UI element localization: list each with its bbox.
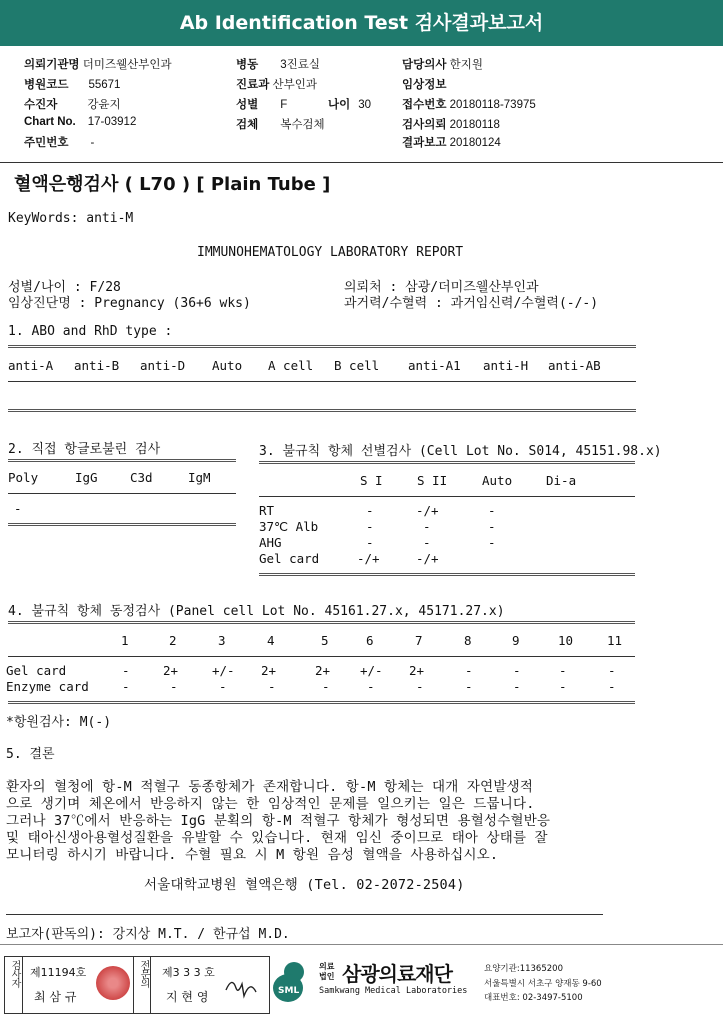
sec4-cell: +/-: [212, 663, 235, 678]
sec1-rule-mid: [8, 381, 636, 382]
tester-license: 제11194호: [30, 966, 87, 979]
sec4-cell: -: [608, 679, 616, 694]
sec1-h-antiA1: anti-A1: [408, 358, 461, 373]
info-doctor: 담당의사 한지원: [402, 59, 483, 71]
svg-text:SML: SML: [278, 986, 300, 996]
info-hospital-code: 병원코드 55671: [24, 79, 121, 91]
org-phone: 대표번호: 02-3497-5100: [484, 993, 583, 1003]
sec4-rule-top: [8, 621, 635, 624]
conclusion-line: 으로 생기며 체온에서 반응하지 않는 한 임상적인 문제를 일으키는 일은 드뭅니다.: [6, 796, 535, 812]
sec1-h-antiAB: anti-AB: [548, 358, 601, 373]
specialist-name: 지 현 영: [166, 990, 209, 1004]
info-ward: 병동 3진료실: [236, 59, 320, 71]
sec2-title: 2. 직접 항글로불린 검사: [8, 442, 161, 457]
sec3-h-s1: S I: [360, 473, 383, 488]
report-title: Ab Identification Test 검사결과보고서: [179, 12, 544, 34]
antigen-test: *항원검사: M(-): [6, 715, 112, 730]
org-address: 서울특별시 서초구 양재동 9-60: [484, 979, 602, 989]
sec4-cell: -: [608, 663, 616, 678]
sec3-rule-mid: [259, 496, 635, 497]
sec4-col-header: 1: [121, 633, 129, 648]
sec1-h-bcell: B cell: [334, 358, 380, 373]
info-clinical: 임상정보: [402, 79, 447, 91]
reporter: 보고자(판독의): 강지상 M.T. / 한규섭 M.D.: [6, 927, 290, 942]
patient-requester: 의뢰처 : 삼광/더미즈웰산부인과: [344, 280, 539, 295]
sec3-h-auto: Auto: [482, 473, 513, 488]
info-chart-no: Chart No. 17-03912: [24, 116, 137, 128]
sec2-h-poly: Poly: [8, 470, 39, 485]
patient-diagnosis: 임상진단명 : Pregnancy (36+6 wks): [8, 296, 251, 311]
conclusion-title: 5. 결론: [6, 747, 55, 762]
conclusion-line: 환자의 혈청에 항-M 적혈구 동종항체가 존재합니다. 항-M 항체는 대개 자연발생적: [6, 779, 534, 795]
sec4-cell: +/-: [360, 663, 383, 678]
contact-line: 서울대학교병원 혈액은행 (Tel. 02-2072-2504): [144, 877, 465, 893]
sec4-cell: -: [465, 663, 473, 678]
sec4-col-header: 11: [607, 633, 623, 648]
seal-stamp: [96, 966, 130, 1000]
info-specimen: 검체 복수검체: [236, 119, 325, 131]
sec3-cell: -: [366, 535, 374, 550]
sec2-rule-bottom: [8, 523, 236, 526]
patient-history: 과거력/수혈력 : 과거임신력/수혈력(-/-): [344, 296, 599, 311]
sec3-row-label: 37℃ Alb: [259, 519, 319, 534]
box-divider: [22, 956, 23, 1014]
sec1-h-antiB: anti-B: [74, 358, 120, 373]
sec4-col-header: 8: [464, 633, 472, 648]
sec4-rule-mid: [8, 656, 635, 657]
divider: [0, 162, 723, 163]
sec3-h-dia: Di-a: [546, 473, 577, 488]
sec4-row-label-gel: Gel card: [6, 663, 67, 678]
sec1-rule-bottom: [8, 409, 636, 412]
sec3-row-label: RT: [259, 503, 275, 518]
sec2-h-c3d: C3d: [130, 470, 153, 485]
info-resident-no: 주민번호 -: [24, 137, 95, 149]
info-request-date: 검사의뢰 20180118: [402, 119, 500, 131]
info-department: 진료과 산부인과: [236, 79, 317, 91]
sec4-cell: -: [465, 679, 473, 694]
sec1-h-antiH: anti-H: [483, 358, 529, 373]
tester-label: 검사자: [9, 960, 20, 987]
conclusion-line: 및 태아신생아용혈성질환을 유발할 수 있습니다. 현재 임신 중이므로 태아 상태를 잘: [6, 830, 548, 846]
sec4-cell: -: [559, 679, 567, 694]
sec4-cell: -: [416, 679, 424, 694]
sec3-h-s2: S II: [417, 473, 448, 488]
sec4-col-header: 4: [267, 633, 275, 648]
info-sex: 성별 F: [236, 99, 288, 111]
sec4-cell: 2+: [315, 663, 331, 678]
sec3-cell: -: [488, 535, 496, 550]
sec4-cell: 2+: [409, 663, 425, 678]
sec1-title: 1. ABO and RhD type :: [8, 324, 173, 339]
lab-report-title: IMMUNOHEMATOLOGY LABORATORY REPORT: [197, 245, 464, 260]
sec3-rule-top: [259, 461, 635, 464]
sec4-col-header: 7: [415, 633, 423, 648]
org-english: Samkwang Medical Laboratories: [319, 986, 468, 996]
sec4-cell: -: [122, 663, 130, 678]
sec4-cell: -: [170, 679, 178, 694]
sec1-rule-top: [8, 345, 636, 348]
signature-mark: [222, 972, 260, 1000]
sec4-col-header: 2: [169, 633, 177, 648]
sec3-row-label: Gel card: [259, 551, 320, 566]
sec2-rule-top: [8, 459, 236, 462]
sec4-cell: -: [367, 679, 375, 694]
sec3-cell: -: [366, 519, 374, 534]
sml-logo-icon: [272, 958, 318, 1006]
patient-sex-age: 성별/나이 : F/28: [8, 280, 121, 295]
sec3-row-label: AHG: [259, 535, 282, 550]
sec2-poly-value: -: [14, 501, 22, 516]
sec3-title: 3. 불규칙 항체 선별검사 (Cell Lot No. S014, 45151.98.x): [259, 444, 662, 459]
keywords: KeyWords: anti-M: [8, 211, 134, 226]
sec3-cell: -: [488, 503, 496, 518]
sec4-cell: -: [513, 679, 521, 694]
sec4-cell: 2+: [261, 663, 277, 678]
org-name: 삼광의료재단: [342, 962, 452, 986]
info-report-date: 결과보고 20180124: [402, 137, 501, 149]
info-patient: 수진자 강윤지: [24, 99, 121, 111]
sec4-col-header: 10: [558, 633, 574, 648]
sec4-row-label-enzyme: Enzyme card: [6, 679, 89, 694]
sec2-h-igm: IgM: [188, 470, 211, 485]
sec4-title: 4. 불규칙 항체 동정검사 (Panel cell Lot No. 45161.27.x, 45171.27.x): [8, 604, 505, 619]
sec4-cell: -: [559, 663, 567, 678]
sec4-col-header: 5: [321, 633, 329, 648]
sec3-cell: -/+: [357, 551, 380, 566]
sec4-cell: -: [219, 679, 227, 694]
info-age: 나이 30: [328, 99, 372, 111]
conclusion-line: 그러나 37℃에서 반응하는 IgG 분획의 항-M 적혈구 항체가 형성되면 용혈성수혈반응: [6, 813, 551, 829]
sec1-h-acell: A cell: [268, 358, 314, 373]
sec3-cell: -: [366, 503, 374, 518]
sec4-col-header: 3: [218, 633, 226, 648]
footer-divider: [0, 944, 723, 945]
sec4-cell: -: [122, 679, 130, 694]
org-type: 의료 법인: [319, 962, 335, 981]
sec4-cell: -: [513, 663, 521, 678]
exam-title: 혈액은행검사 ( L70 ) [ Plain Tube ]: [14, 174, 331, 195]
sec3-rule-bottom: [259, 573, 635, 576]
org-code: 요양기관:11365200: [484, 964, 563, 974]
sec3-cell: -/+: [416, 551, 439, 566]
sec1-h-antiA: anti-A: [8, 358, 54, 373]
sec2-rule-mid: [8, 493, 236, 494]
sec3-cell: -: [423, 535, 431, 550]
sec4-col-header: 9: [512, 633, 520, 648]
sec4-col-header: 6: [366, 633, 374, 648]
sec1-h-antiD: anti-D: [140, 358, 186, 373]
sec3-cell: -: [423, 519, 431, 534]
info-accession: 접수번호 20180118-73975: [402, 99, 536, 111]
sec2-h-igg: IgG: [75, 470, 98, 485]
sec3-cell: -: [488, 519, 496, 534]
specialist-label: 전문의: [138, 960, 149, 987]
sec1-h-auto: Auto: [212, 358, 243, 373]
signature-rule: [6, 914, 603, 915]
sec4-cell: -: [322, 679, 330, 694]
sec4-cell: -: [268, 679, 276, 694]
conclusion-line: 모니터링 하시기 바랍니다. 수혈 필요 시 M 항원 음성 혈액을 사용하십시오.: [6, 847, 499, 863]
specialist-license: 제3 3 3 호: [162, 966, 215, 979]
sec4-cell: 2+: [163, 663, 179, 678]
tester-name: 최 삼 규: [34, 990, 77, 1004]
sec3-cell: -/+: [416, 503, 439, 518]
box-divider: [133, 956, 134, 1014]
info-institution: 의뢰기관명 더미즈웰산부인과: [24, 59, 172, 71]
sec4-rule-bottom: [8, 701, 635, 704]
